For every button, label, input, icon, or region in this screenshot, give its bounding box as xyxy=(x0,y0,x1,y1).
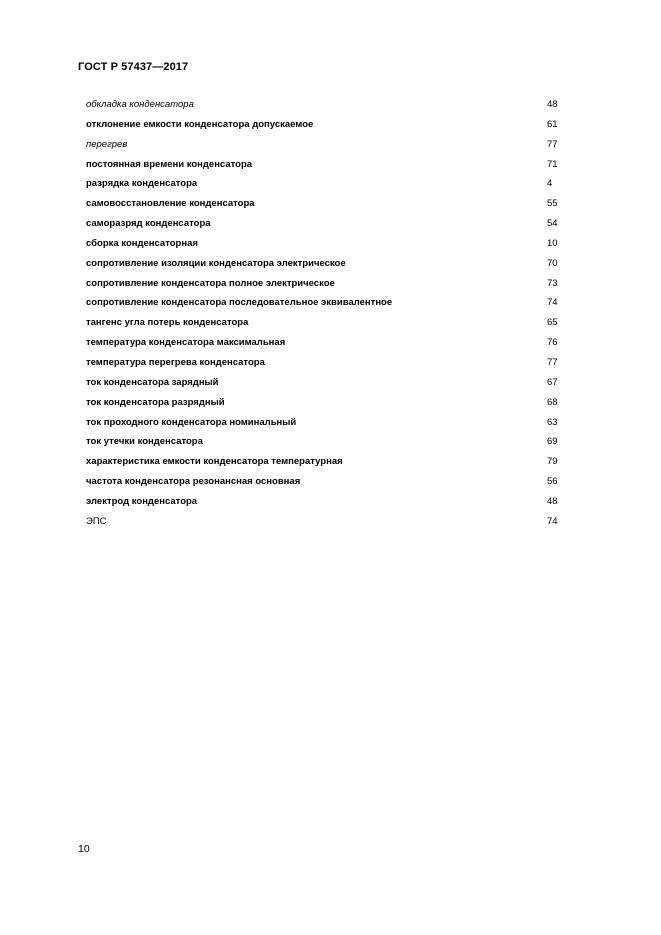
index-entry xyxy=(86,135,558,155)
index-entry xyxy=(86,512,558,532)
index-entry xyxy=(86,274,558,294)
index-page-number: 63 xyxy=(547,416,558,428)
index-page-number: 54 xyxy=(547,218,558,230)
index-term: тангенс угла потерь конденсатора xyxy=(86,317,249,329)
index-term: самовосстановление конденсатора xyxy=(86,198,255,210)
index-entry xyxy=(86,115,558,135)
index-page-number: 74 xyxy=(547,515,558,527)
term-index-list xyxy=(86,95,558,532)
index-entry xyxy=(86,313,558,333)
page-number: 10 xyxy=(78,843,90,855)
index-term: разрядка конденсатора xyxy=(86,178,198,190)
index-page-number: 79 xyxy=(547,456,558,468)
index-term: сопротивление конденсатора полное электрическое xyxy=(86,277,335,289)
index-entry xyxy=(86,492,558,512)
index-term: ток конденсатора зарядный xyxy=(86,376,219,388)
index-entry xyxy=(86,293,558,313)
index-term: температура конденсатора максимальная xyxy=(86,337,286,349)
index-page-number: 76 xyxy=(547,337,558,349)
index-term: частота конденсатора резонансная основная xyxy=(86,476,301,488)
index-entry xyxy=(86,353,558,373)
index-page-number: 55 xyxy=(547,198,558,210)
index-entry xyxy=(86,413,558,433)
index-page-number: 67 xyxy=(547,376,558,388)
index-term: постоянная времени конденсатора xyxy=(86,158,253,170)
index-entry xyxy=(86,432,558,452)
index-entry xyxy=(86,393,558,413)
index-page-number: 48 xyxy=(547,99,558,110)
index-term: ток утечки конденсатора xyxy=(86,436,203,448)
index-term: сопротивление конденсатора последовательное эквивалентное xyxy=(86,297,393,309)
index-entry xyxy=(86,234,558,254)
index-entry xyxy=(86,333,558,353)
index-page-number: 4 xyxy=(547,178,553,190)
index-entry xyxy=(86,155,558,175)
index-entry xyxy=(86,373,558,393)
index-page-number: 10 xyxy=(547,237,558,249)
index-term: сопротивление изоляции конденсатора электрическое xyxy=(86,257,346,269)
index-entry xyxy=(86,472,558,492)
index-page-number: 68 xyxy=(547,396,558,408)
index-term: ток проходного конденсатора номинальный xyxy=(86,416,297,428)
index-term: перегрев xyxy=(86,138,128,150)
index-page-number: 77 xyxy=(547,356,558,368)
index-term: саморазряд конденсатора xyxy=(86,218,211,230)
index-entry xyxy=(86,254,558,274)
index-entry xyxy=(86,194,558,214)
index-entry xyxy=(86,174,558,194)
index-page-number: 69 xyxy=(547,436,558,448)
index-term: ЭПС xyxy=(86,515,107,527)
index-page-number: 65 xyxy=(547,317,558,329)
index-term: обкладка конденсатора xyxy=(86,99,194,110)
standard-header: ГОСТ Р 57437—2017 xyxy=(78,61,189,73)
index-term: характеристика емкости конденсатора температурная xyxy=(86,456,343,468)
index-page-number: 70 xyxy=(547,257,558,269)
index-term: температура перегрева конденсатора xyxy=(86,356,265,368)
index-page-number: 71 xyxy=(547,158,558,170)
index-page-number: 77 xyxy=(547,138,558,150)
index-page-number: 73 xyxy=(547,277,558,289)
index-term: электрод конденсатора xyxy=(86,495,198,507)
index-term: ток конденсатора разрядный xyxy=(86,396,225,408)
index-page-number: 74 xyxy=(547,297,558,309)
index-term: отклонение емкости конденсатора допускаемое xyxy=(86,118,314,130)
index-entry xyxy=(86,95,558,115)
index-entry xyxy=(86,214,558,234)
index-term: сборка конденсаторная xyxy=(86,237,198,249)
index-page-number: 61 xyxy=(547,118,558,130)
index-page-number: 56 xyxy=(547,476,558,488)
index-page-number: 48 xyxy=(547,495,558,507)
index-entry xyxy=(86,452,558,472)
